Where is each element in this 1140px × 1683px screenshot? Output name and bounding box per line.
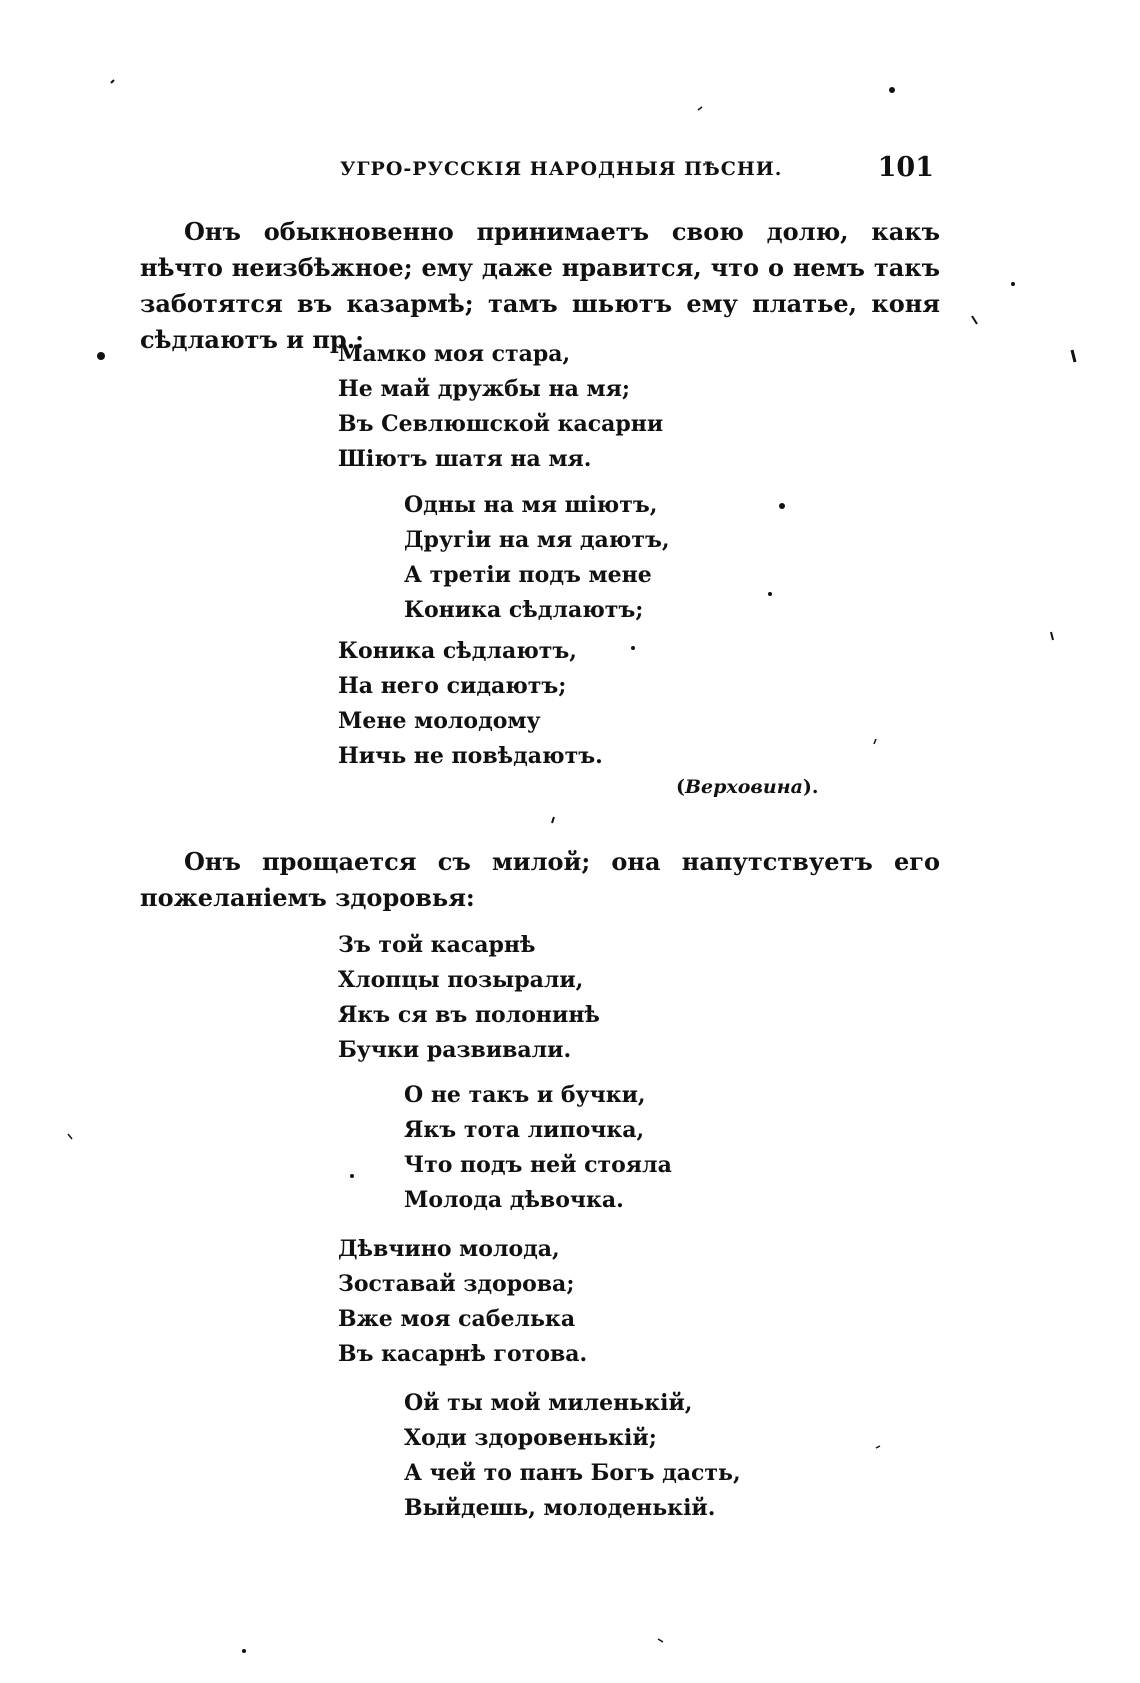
verse-line: Хлопцы позырали, [338, 967, 584, 993]
verse-line: Мене молодому [338, 708, 541, 734]
poem-stanza [338, 928, 600, 1068]
poem-stanza [404, 1386, 741, 1526]
verse-line: Ничь не повѣдаютъ. [338, 743, 603, 769]
poem-stanza [338, 337, 663, 477]
verse-line: А чей то панъ Богъ дасть, [404, 1460, 741, 1486]
verse-line: Якъ ся въ полонинѣ [338, 1002, 600, 1028]
verse-line: Шіютъ шатя на мя. [338, 446, 592, 472]
verse-line: На него сидаютъ; [338, 673, 567, 699]
source-name: Верховина [685, 776, 803, 798]
verse-line: Въ касарнѣ готова. [338, 1341, 588, 1367]
poem-stanza [404, 1078, 672, 1218]
verse-line: Коника сѣдлаютъ, [338, 638, 577, 664]
prose-paragraph [140, 844, 940, 916]
verse-line: Что подъ ней стояла [404, 1152, 672, 1178]
poem-stanza [338, 1232, 587, 1372]
verse-line: А третіи подъ мене [404, 562, 652, 588]
paragraph-text: Онъ обыкновенно принимаетъ свою долю, какъ нѣчто неизбѣжное; ему даже нравится, что о немъ такъ заботятся въ казармѣ; тамъ шьютъ ему платье, коня сѣдлаютъ и пр.: [140, 217, 940, 354]
verse-line: Ой ты мой миленькій, [404, 1390, 693, 1416]
verse-line: Ходи здоровенькій; [404, 1425, 657, 1451]
verse-line: Якъ тота липочка, [404, 1117, 645, 1143]
source-attribution: (Верховина). [676, 776, 819, 798]
page-header [140, 152, 940, 192]
verse-line: Коника сѣдлаютъ; [404, 597, 644, 623]
paragraph-text: Онъ прощается съ милой; она напутствуетъ его пожеланіемъ здоровья: [140, 847, 940, 912]
verse-line: Вже моя сабелька [338, 1306, 576, 1332]
verse-line: Бучки развивали. [338, 1037, 572, 1063]
running-title: УГРО-РУССКІЯ НАРОДНЫЯ ПѢСНИ. [340, 158, 783, 180]
verse-line: Выйдешь, молоденькій. [404, 1495, 716, 1521]
verse-line: Не май дружбы на мя; [338, 376, 631, 402]
poem-stanza [338, 634, 603, 774]
verse-line: О не такъ и бучки, [404, 1082, 646, 1108]
verse-line: Дѣвчино молода, [338, 1236, 560, 1262]
verse-line: Въ Севлюшской касарни [338, 411, 664, 437]
poem-stanza [404, 488, 670, 628]
verse-line: Другіи на мя даютъ, [404, 527, 670, 553]
verse-line: Мамко моя стара, [338, 341, 571, 367]
verse-line: Зъ той касарнѣ [338, 932, 536, 958]
verse-line: Молода дѣвочка. [404, 1187, 624, 1213]
page-number: 101 [877, 152, 934, 183]
verse-line: Зоставай здорова; [338, 1271, 575, 1297]
verse-line: Одны на мя шіютъ, [404, 492, 658, 518]
